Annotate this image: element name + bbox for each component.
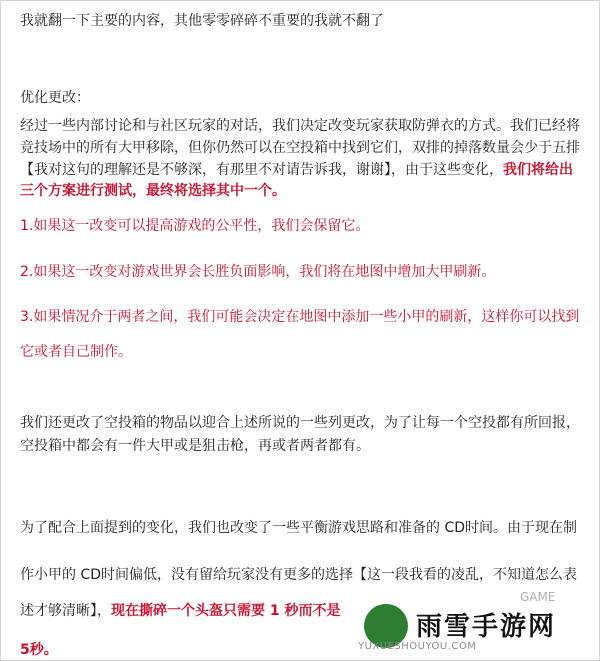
option-3: 3.如果情况介于两者之间，我们可能会决定在地图中添加一些小甲的刷新，这样你可以找到 xyxy=(20,309,580,325)
intro-line: 我就翻一下主要的内容，其他零零碎碎不重要的我就不翻了 xyxy=(20,13,384,29)
paragraph-line: 竞技场中的所有大甲移除，但你仍然可以在空投箱中找到它们，双排的掉落数量会少于五排 xyxy=(20,140,580,156)
paragraph-line: 经过一些内部讨论和与社区玩家的对话，我们决定改变玩家获取防弹衣的方式。我们已经将 xyxy=(20,118,580,134)
watermark-site: YUXUESHOUYOU.COM xyxy=(358,641,477,652)
watermark-overlay-text: GAME xyxy=(520,590,556,604)
paragraph-text: 述才够清晰】， xyxy=(20,603,111,619)
option-3-cont: 它或者自己制作。 xyxy=(20,344,132,360)
option-1: 1.如果这一改变可以提高游戏的公平性，我们会保留它。 xyxy=(20,218,370,234)
section-title: 优化更改： xyxy=(20,90,90,106)
paragraph-line: 我们还更改了空投箱的物品以迎合上述所说的一些列更改，为了让每一个空投都有所回报， xyxy=(20,415,580,431)
paragraph-line xyxy=(20,601,341,621)
paragraph-line xyxy=(20,160,573,180)
option-2: 2.如果这一改变对游戏世界会长胜负面影响，我们将在地图中增加大甲刷新。 xyxy=(20,264,496,280)
emphasis-line: 三个方案进行测试，最终将选择其中一个。 xyxy=(20,183,286,199)
paragraph-line: 为了配合上面提到的变化，我们也改变了一些平衡游戏思路和准备的 CD时间。由于现在制 xyxy=(20,520,578,536)
paragraph-text: 【我对这句的理解还是不够深，有那里不对请告诉我，谢谢】，由于这些变化， xyxy=(20,162,503,178)
paragraph-line: 作小甲的 CD时间偏低，没有留给玩家没有更多的选择【这一段我看的凌乱，不知道怎么表 xyxy=(20,567,578,583)
emphasis-line: 5秒。 xyxy=(20,642,58,658)
paragraph-line: 空投箱中都会有一件大甲或是狙击枪，再或者两者都有。 xyxy=(20,438,370,454)
watermark-name: 雨雪手游网 xyxy=(416,612,557,642)
emphasis-text: 现在撕碎一个头盔只需要 1 秒而不是 xyxy=(111,603,341,619)
emphasis-text: 我们将给出 xyxy=(503,162,573,178)
